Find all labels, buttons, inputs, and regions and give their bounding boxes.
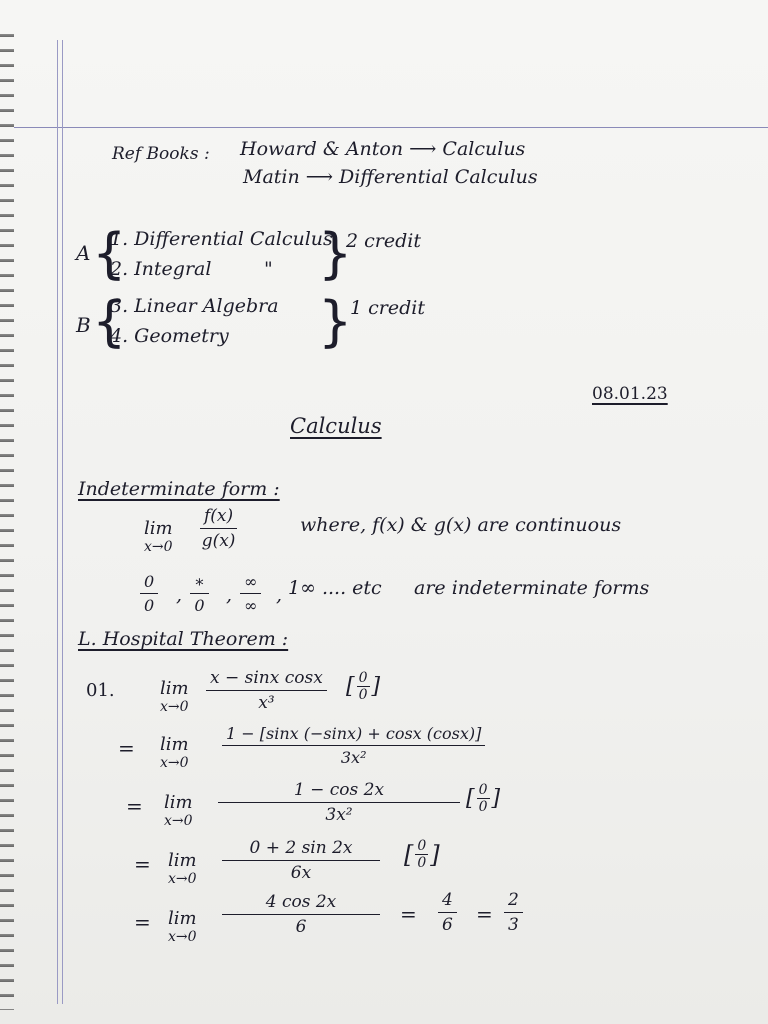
step-4-limit: lim x→0 xyxy=(168,850,197,887)
step-5-fraction: $\frac{4 \cos 2x}{6}$ xyxy=(226,892,376,937)
step-1-form: [ 0 0 ] xyxy=(346,670,381,703)
question-number: 01. xyxy=(86,680,115,701)
eq-4: = xyxy=(134,852,151,876)
group-b-label: B xyxy=(76,313,91,337)
top-rule-line xyxy=(14,127,768,128)
group-a-item-2: 2. Integral xyxy=(110,258,212,280)
step-5-limit: lim x→0 xyxy=(168,908,197,945)
step-1-limit: lim x→0 xyxy=(160,678,189,715)
form-star-over-0: ∗ 0 xyxy=(190,572,209,615)
ref-line-1: Howard & Anton ⟶ Calculus xyxy=(240,138,526,160)
form-0-over-0: $\frac{0}{0}$ xyxy=(140,572,158,615)
indeterminate-heading: Indeterminate form : xyxy=(78,478,280,500)
ref-label: Ref Books : xyxy=(112,144,210,164)
group-a-item-1: 1. Differential Calculus xyxy=(110,228,333,250)
group-a-brace: { xyxy=(92,222,127,285)
step-3-fraction: $\frac{1 - \cos 2x}{\text{3x²}}$ xyxy=(222,780,456,825)
step-4-form: [ 0 0 ] xyxy=(404,838,440,871)
eq-7: = xyxy=(476,902,493,926)
group-b-item-3: 3. Linear Algebra xyxy=(110,295,279,317)
step-2-limit: lim x→0 xyxy=(160,734,189,771)
indeterminate-fraction: $\frac{f(x)}{g(x)}$ xyxy=(201,506,236,551)
eq-2: = xyxy=(118,736,135,760)
step-1-fraction: $\frac{\text{x − sinx cosx}}{\text{x³}}$ xyxy=(206,668,327,713)
eq-6: = xyxy=(400,902,417,926)
step-3-limit: lim x→0 xyxy=(164,792,193,829)
step-2-fraction: $\frac{1 - [\sin x (-\sin x) + \cos x (\cos x)]}{\text{3x²}}$ xyxy=(222,724,485,767)
indeterminate-forms-text: are indeterminate forms xyxy=(414,577,650,599)
group-b-close-brace: } xyxy=(318,290,353,353)
indeterminate-limit: lim x→0 xyxy=(144,518,173,555)
group-a-ditto: " xyxy=(264,258,273,280)
result-2-over-3: $\frac{2}{3}$ xyxy=(504,890,523,935)
form-inf-over-inf: ∞ ∞ xyxy=(240,572,261,615)
ref-line-2: Matin ⟶ Differential Calculus xyxy=(243,166,538,188)
group-b-credit: 1 credit xyxy=(350,297,425,319)
eq-5: = xyxy=(134,910,151,934)
step-3-form: [ 0 0 ] xyxy=(466,782,501,815)
margin-line-right xyxy=(62,40,63,1004)
date: 08.01.23 xyxy=(592,384,668,404)
eq-3: = xyxy=(126,794,143,818)
group-a-close-brace: } xyxy=(318,222,353,285)
hospital-heading: L. Hospital Theorem : xyxy=(78,628,289,650)
result-4-over-6: $\frac{4}{6}$ xyxy=(438,890,457,935)
step-4-fraction: $\frac{0 + 2 \sin 2x}{6x}$ xyxy=(226,838,376,883)
comma-2: , xyxy=(226,584,233,606)
group-b-item-4: 4. Geometry xyxy=(110,325,229,347)
comma-3: , xyxy=(276,584,283,606)
group-b-brace: { xyxy=(92,290,127,353)
page-title: Calculus xyxy=(290,414,382,438)
indeterminate-condition: where, f(x) & g(x) are continuous xyxy=(300,514,622,536)
form-1-pow-inf: 1∞ .... etc xyxy=(288,577,382,599)
group-a-label: A xyxy=(76,241,91,265)
spiral-binding xyxy=(0,30,14,1010)
group-a-credit: 2 credit xyxy=(346,230,421,252)
comma-1: , xyxy=(176,584,183,606)
margin-line-left xyxy=(57,40,58,1004)
